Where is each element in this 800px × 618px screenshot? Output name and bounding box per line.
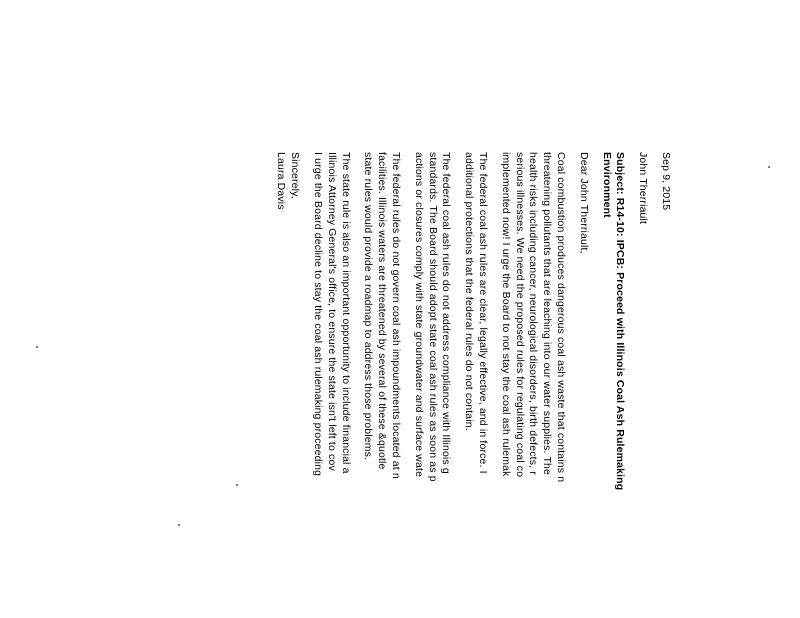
subject-line-2: Environment bbox=[600, 152, 613, 218]
letter-signature: Laura Davis bbox=[275, 152, 288, 210]
scan-speck bbox=[36, 346, 38, 348]
paragraph-5: The state rule is also an important opportunity to include financial a Illinois Attorney General's office, to ensure the state isn't left to cov I urge the Board decline to stay the coal ash rulemaking proceeding bbox=[312, 152, 352, 477]
scan-speck bbox=[236, 484, 238, 486]
letter-closing: Sincerely, bbox=[289, 152, 302, 199]
subject-line-1: Subject: R14-10: IPCB: Proceed with Illinois Coal Ash Rulemaking bbox=[614, 152, 627, 491]
scan-speck bbox=[768, 166, 770, 168]
paragraph-3: The federal coal ash rules do not address compliance with Illinois g standards. The Board should adopt state coal ash rules as soon as p actions or closures comply with state groundwater and surface wate bbox=[412, 152, 453, 482]
paragraph-2: The federal coal ash rules are clear, legally effective, and in force. I additional protections that the federal rules do not contain. bbox=[463, 152, 490, 474]
letter-body bbox=[274, 152, 672, 618]
letter-subject bbox=[599, 152, 627, 618]
paragraph-4: The federal rules do not govern coal ash impoundments located at n facilities. Illinois waters are threatened by several of these &quotle state rules would provide a roadmap to address those problems. bbox=[362, 152, 403, 479]
letter-recipient: John Therriault bbox=[637, 152, 650, 225]
letter-salutation: Dear John Therriault, bbox=[577, 152, 590, 254]
letter-date: Sep 9, 2015 bbox=[660, 152, 672, 211]
paragraph-1: Coal combustion produces dangerous coal ash waste that contains n threatening pollutants that are leaching into our water supplies. The health risks including cancer, neurological disorders, birth defects, r serious illnesses. We need the proposed rules for regulating coal co implemented now! I urge the Board to not stay the coal ash rulemak bbox=[499, 152, 568, 483]
scan-speck bbox=[178, 524, 180, 526]
